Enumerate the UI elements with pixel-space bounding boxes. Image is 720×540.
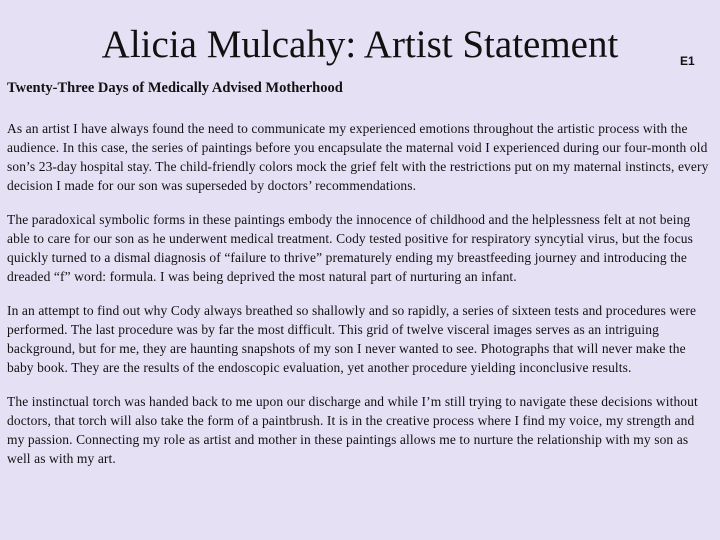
- subtitle: Twenty-Three Days of Medically Advised Motherhood: [7, 80, 343, 96]
- paragraph: The paradoxical symbolic forms in these paintings embody the innocence of childhood and the helplessness felt at not being able to care for our son as he underwent medical treatment. Cody tested positive for respiratory syncytial virus, but the focus quickly turned to a dismal diagnosis of “failure to thrive” prematurely ending my breastfeeding journey and introducing the dreaded “f” word: formula. I was being deprived the most natural part of nurturing an infant.: [7, 212, 693, 284]
- paragraph: In an attempt to find out why Cody always breathed so shallowly and so rapidly, a series of sixteen tests and procedures were performed. The last procedure was by far the most difficult. This grid of twelve visceral images serves as an intriguing background, but for me, they are haunting snapshots of my son I never wanted to see. Photographs that will never make the baby book. They are the results of the endoscopic evaluation, yet another procedure yielding inconclusive results.: [7, 303, 697, 375]
- paragraph: As an artist I have always found the need to communicate my experienced emotions throughout the artistic process with the audience. In this case, the series of paintings before you encapsulate the maternal void I experienced during our four-month old son’s 23-day hospital stay. The child-friendly colors mock the grief felt with the restrictions put on my maternal instincts, every decision I made for our son was superseded by doctors’ recommendations.: [7, 121, 709, 193]
- slide-tag: E1: [680, 54, 695, 68]
- statement-body: [7, 119, 711, 483]
- page-title: Alicia Mulcahy: Artist Statement: [101, 23, 619, 66]
- paragraph: The instinctual torch was handed back to me upon our discharge and while I’m still trying to navigate these decisions without doctors, that torch will also take the form of a paintbrush. It is in the creative process where I find my voice, my strength and my passion. Connecting my role as artist and mother in these paintings allows me to nurture the relationship with my son as well as with my art.: [7, 394, 698, 466]
